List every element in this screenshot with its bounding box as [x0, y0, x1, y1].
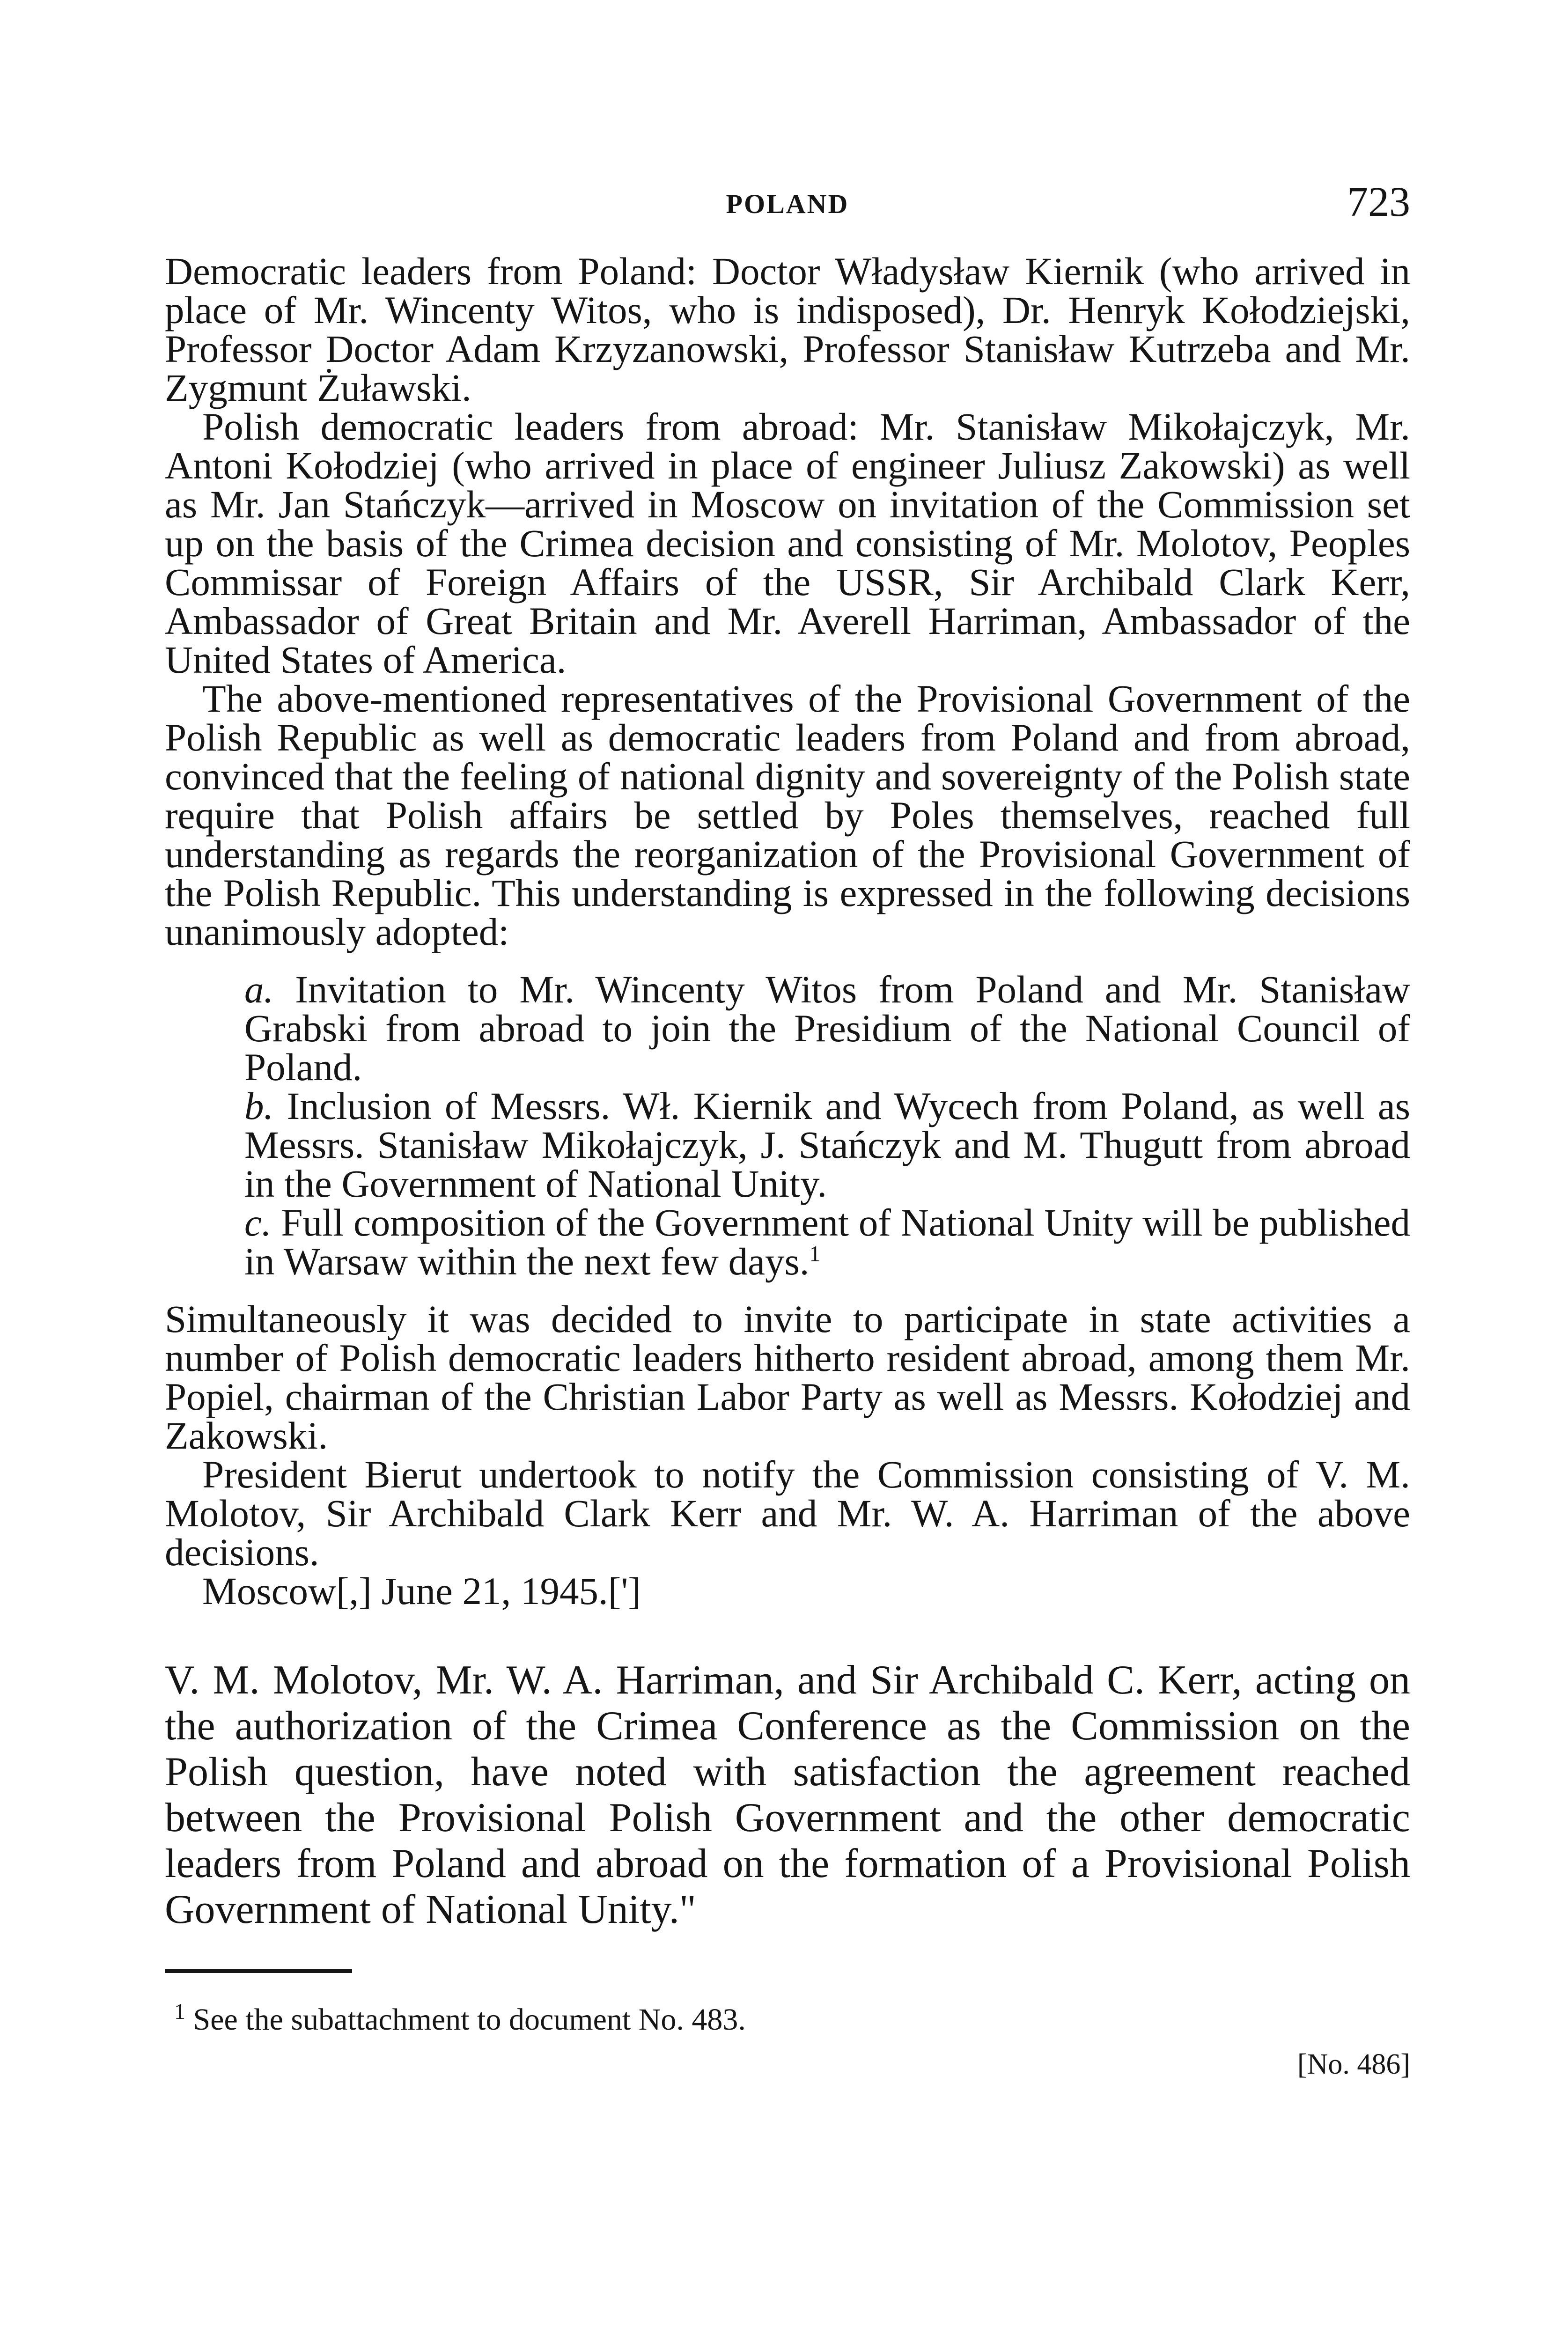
page-number: 723: [1347, 179, 1410, 225]
decision-letter: a.: [244, 968, 274, 1011]
document-number: [No. 486]: [1297, 2048, 1410, 2080]
footnote-text: See the subattachment to document No. 483.: [185, 2002, 746, 2037]
paragraph-simultaneously: Simultaneously it was decided to invite to participate in state activities a number of Polish democratic leaders hitherto resident abroad, among them Mr. Popiel, chairman of the Christian Labor Party as well as Messrs. Kołodziej and Zakowski.: [165, 1297, 1410, 1457]
decision-item-c: [244, 1203, 1410, 1281]
decisions-list: [244, 970, 1410, 1281]
footnote-reference: 1: [809, 1241, 821, 1266]
paragraph-understanding: The above-mentioned representatives of the Provisional Government of the Polish Republic as well as democratic leaders from Poland and from abroad, convinced that the feeling of national dignity and sovereignty of the Polish state require that Polish affairs be settled by Poles themselves, reached full understanding as regards the reorganization of the Provisional Government of the Polish Republic. This understanding is expressed in the following decisions unanimously adopted:: [165, 677, 1410, 953]
decision-text: Full composition of the Government of National Unity will be published in Warsaw within the next few days.: [244, 1201, 1410, 1283]
statement-text: V. M. Molotov, Mr. W. A. Harriman, and Sir Archibald C. Kerr, acting on the authorization of the Crimea Conference as the Commission on the Polish question, have noted with satisfaction the agreement reached between the Provisional Polish Government and the other democratic leaders from Poland and abroad on the formation of a Provisional Polish Government of National Unity.": [165, 1657, 1410, 1932]
footnote-mark: 1: [174, 1999, 185, 2024]
running-header: [165, 178, 1410, 229]
paragraph-democratic-leaders-abroad: Polish democratic leaders from abroad: Mr. Stanisław Mikołajczyk, Mr. Antoni Kołodziej (who arrived in place of engineer Juliusz Zakowski) as well as Mr. Jan Stańczyk—arrived in Moscow on invitation of the Commission set up on the basis of the Crimea decision and consisting of Mr. Molotov, Peoples Commissar of Foreign Affairs of the USSR, Sir Archibald Clark Kerr, Ambassador of Great Britain and Mr. Averell Harriman, Ambassador of the United States of America.: [165, 405, 1410, 681]
decision-item-b: [244, 1084, 1410, 1205]
document-page: [165, 178, 1410, 2081]
decision-letter: c.: [244, 1201, 272, 1244]
decision-text: Invitation to Mr. Wincenty Witos from Poland and Mr. Stanisław Grabski from abroad to join the Presidium of the National Council of Poland.: [244, 968, 1410, 1089]
header-title: POLAND: [726, 189, 849, 219]
body-text: [165, 252, 1410, 1611]
paragraph-democratic-leaders-poland: Democratic leaders from Poland: Doctor Władysław Kiernik (who arrived in place of Mr. Wincenty Witos, who is indisposed), Dr. Henryk Kołodziejski, Professor Doctor Adam Krzyzanowski, Professor Stanisław Kutrzeba and Mr. Zygmunt Żuławski.: [165, 250, 1410, 409]
commission-statement: [165, 1657, 1410, 1933]
footnote-divider: [165, 1969, 352, 1973]
paragraph-dateline: Moscow[,] June 21, 1945.[']: [202, 1569, 641, 1612]
footnote: [165, 1999, 1410, 2037]
decision-letter: b.: [244, 1084, 274, 1127]
paragraph-president-bierut: President Bierut undertook to notify the Commission consisting of V. M. Molotov, Sir Archibald Clark Kerr and Mr. W. A. Harriman of the above decisions.: [165, 1453, 1410, 1574]
decision-text: Inclusion of Messrs. Wł. Kiernik and Wycech from Poland, as well as Messrs. Stanisław Mikołajczyk, J. Stańczyk and M. Thugutt from abroad in the Government of National Unity.: [244, 1084, 1410, 1205]
decision-item-a: [244, 970, 1410, 1087]
